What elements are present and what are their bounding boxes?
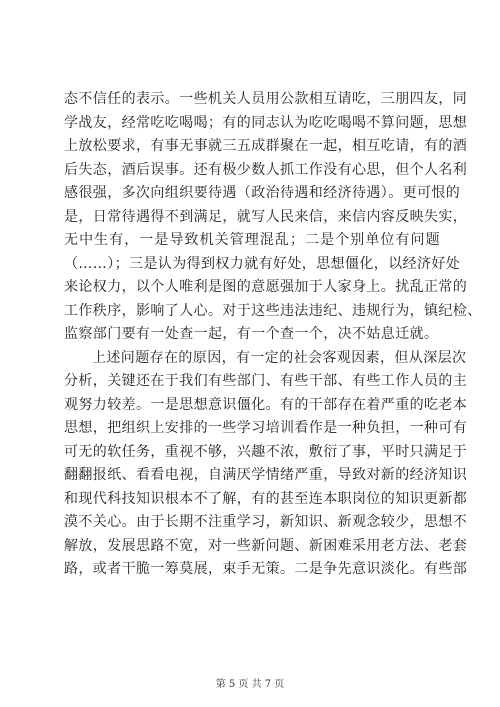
text-line: 是，日常待遇得不到满足，就写人民来信，来信内容反映失实， bbox=[64, 208, 468, 225]
text-line: 路，或者干脆一筹莫展，束手无策。二是争先意识淡化。有些部 bbox=[64, 561, 468, 577]
text-line: 上述问题存在的原因，有一定的社会客观因素，但从深层次 bbox=[92, 349, 467, 366]
text-line: 工作秩序，影响了人心。对于这些违法违纪、违规行为，镇纪检、 bbox=[64, 302, 482, 319]
text-line: 观努力较差。一是思想意识僵化。有的干部存在着严重的吃老本 bbox=[64, 396, 468, 413]
text-line: 监察部门要有一处查一起，有一个查一个，决不姑息迁就。 bbox=[64, 326, 439, 342]
text-line: 来论权力，以个人唯利是图的意愿强加于人家身上。扰乱正常的 bbox=[64, 279, 468, 295]
text-line: （……）；三是认为得到权力就有好处，思想僵化，以经济好处 bbox=[64, 255, 461, 272]
text-line: 感很强，多次向组织要待遇（政治待遇和经济待遇）。更可恨的 bbox=[64, 185, 461, 201]
text-line: 上放松要求，有事无事就三五成群聚在一起，相互吃请，有的酒 bbox=[64, 138, 468, 154]
text-line: 态不信任的表示。一些机关人员用公款相互请吃，三朋四友，同 bbox=[64, 91, 468, 107]
paragraph bbox=[64, 347, 468, 582]
text-line: 后失态，酒后误事。还有极少数人抓工作没有心思，但个人名利 bbox=[64, 161, 468, 178]
text-line: 思想，把组织上安排的一些学习培训看作是一种负担，一种可有 bbox=[64, 420, 468, 436]
text-line: 分析，关键还在于我们有些部门、有些干部、有些工作人员的主 bbox=[64, 373, 468, 389]
text-line: 和现代科技知识根本不了解，有的甚至连本职岗位的知识更新都 bbox=[64, 490, 468, 507]
document-body bbox=[64, 88, 482, 582]
text-line: 可无的软任务，重视不够，兴趣不浓，敷衍了事，平时只满足于 bbox=[64, 443, 468, 460]
text-line: 漠不关心。由于长期不注重学习，新知识、新观念较少，思想不 bbox=[64, 514, 468, 530]
text-line: 解放，发展思路不宽，对一些新问题、新困难采用老方法、老套 bbox=[64, 537, 468, 554]
page-number-footer: 第 5 页 共 7 页 bbox=[215, 679, 285, 690]
text-line: 无中生有，一是导致机关管理混乱；二是个别单位有问题 bbox=[64, 232, 440, 248]
paragraph bbox=[64, 88, 482, 347]
text-line: 学战友，经常吃吃喝喝；有的同志认为吃吃喝喝不算问题，思想 bbox=[64, 114, 468, 131]
text-line: 翻翻报纸、看看电视，自满厌学情绪严重，导致对新的经济知识 bbox=[64, 467, 468, 483]
